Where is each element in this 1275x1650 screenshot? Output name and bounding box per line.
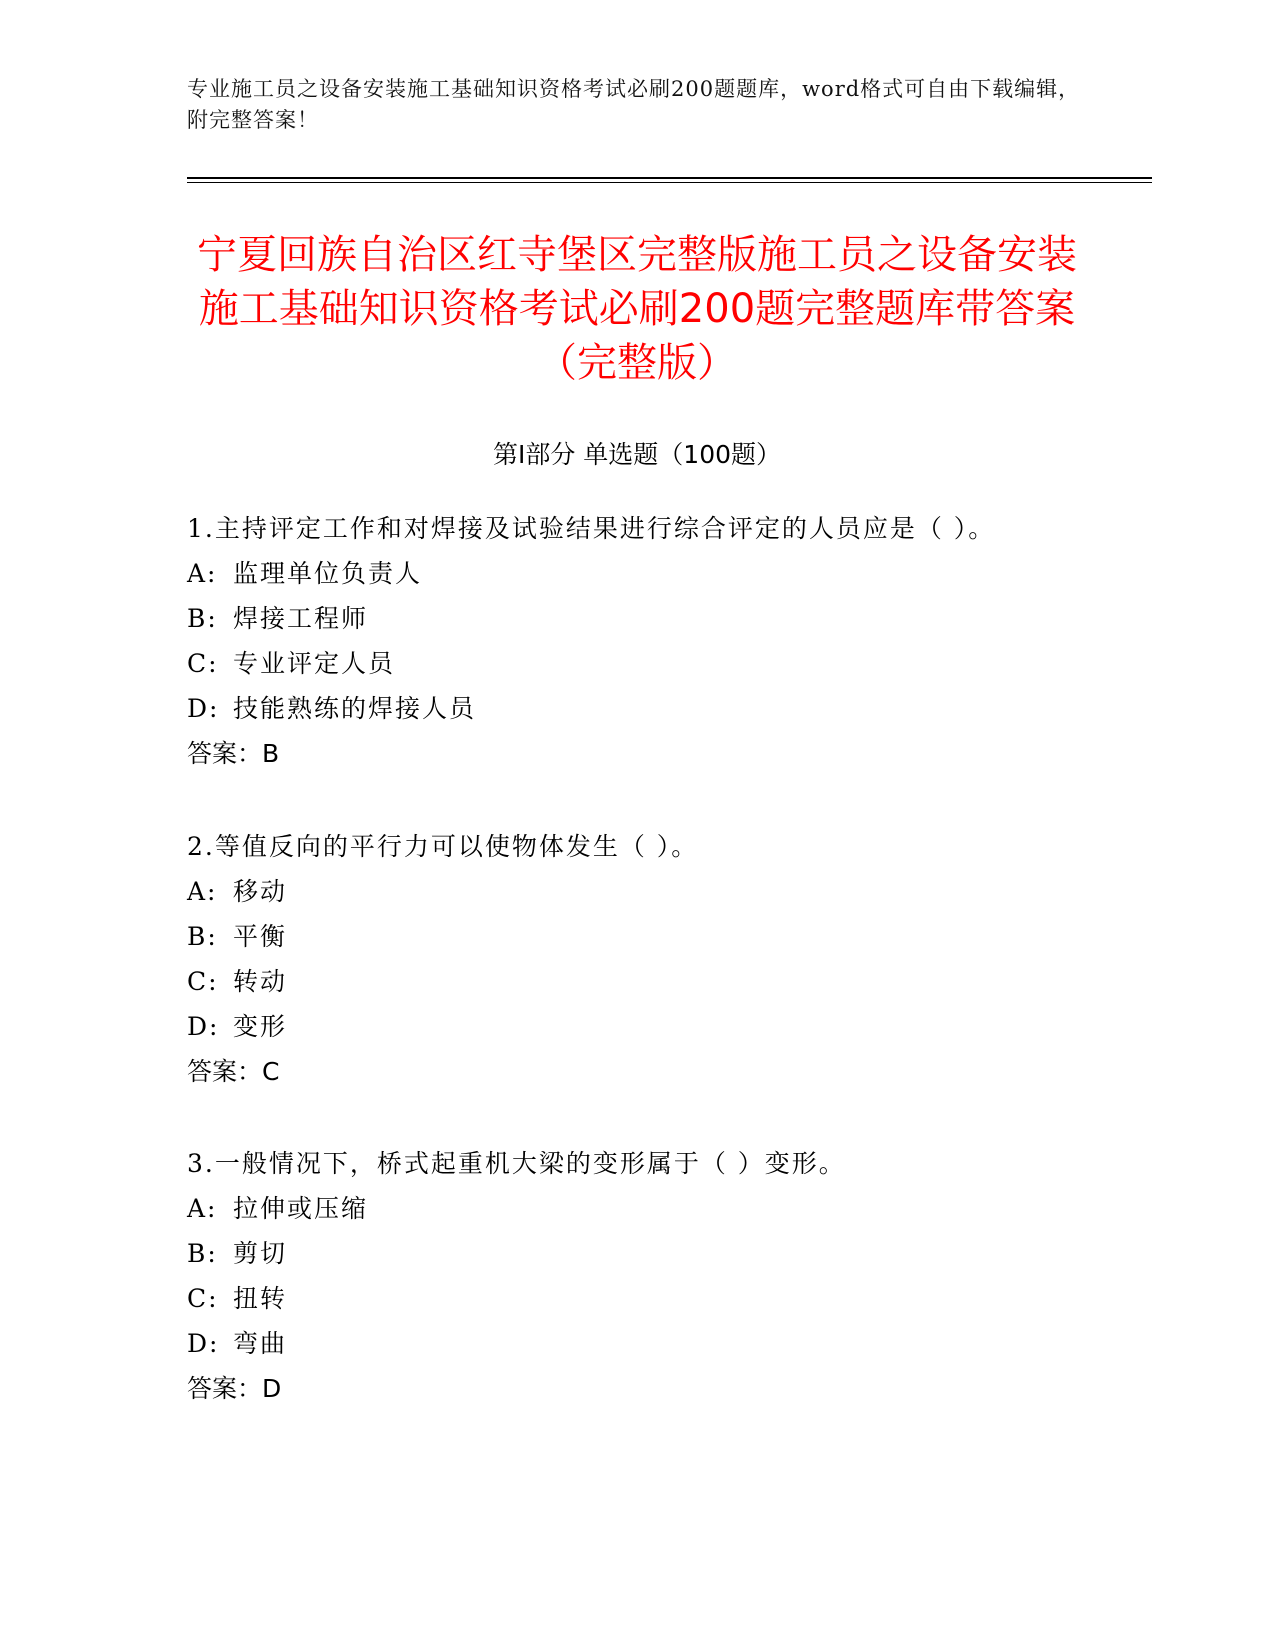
option-c <box>187 1276 1147 1321</box>
option-letter: B: <box>187 1239 218 1268</box>
option-c <box>187 641 1147 686</box>
option-text: 专业评定人员 <box>233 649 396 678</box>
option-letter: B: <box>187 604 218 633</box>
question-2 <box>187 824 1147 1094</box>
option-letter: C: <box>187 1284 219 1313</box>
answer-label: 答案：D <box>187 1374 282 1403</box>
header-rule-thick <box>187 177 1152 179</box>
question-1 <box>187 506 1147 776</box>
option-letter: C: <box>187 649 219 678</box>
option-letter: A: <box>187 1194 218 1223</box>
option-text: 监理单位负责人 <box>233 559 423 588</box>
answer-label: 答案：B <box>187 739 280 768</box>
option-d <box>187 1004 1147 1049</box>
option-b <box>187 914 1147 959</box>
option-a <box>187 1186 1147 1231</box>
option-c <box>187 959 1147 1004</box>
option-letter: D: <box>187 1012 220 1041</box>
option-text: 移动 <box>233 877 288 906</box>
option-d <box>187 686 1147 731</box>
option-letter: D: <box>187 1329 220 1358</box>
option-text: 弯曲 <box>233 1329 288 1358</box>
option-text: 拉伸或压缩 <box>233 1194 369 1223</box>
option-text: 变形 <box>233 1012 288 1041</box>
option-a <box>187 551 1147 596</box>
question-stem: 3.一般情况下，桥式起重机大梁的变形属于（ ）变形。 <box>187 1149 846 1178</box>
document-title: 宁夏回族自治区红寺堡区完整版施工员之设备安装施工基础知识资格考试必刷200题完整题库带答案（完整版） <box>197 232 1077 386</box>
option-letter: A: <box>187 877 218 906</box>
option-letter: A: <box>187 559 218 588</box>
option-letter: D: <box>187 694 220 723</box>
option-b <box>187 1231 1147 1276</box>
question-3 <box>187 1141 1147 1411</box>
option-letter: B: <box>187 922 218 951</box>
option-a <box>187 869 1147 914</box>
question-stem: 2.等值反向的平行力可以使物体发生（ ）。 <box>187 832 699 861</box>
question-stem: 1.主持评定工作和对焊接及试验结果进行综合评定的人员应是（ ）。 <box>187 514 996 543</box>
option-letter: C: <box>187 967 219 996</box>
section-title: 第Ⅰ部分 单选题（100题） <box>492 440 782 469</box>
option-text: 剪切 <box>233 1239 288 1268</box>
option-b <box>187 596 1147 641</box>
option-text: 扭转 <box>233 1284 288 1313</box>
option-d <box>187 1321 1147 1366</box>
answer-label: 答案：C <box>187 1057 280 1086</box>
option-text: 转动 <box>233 967 288 996</box>
option-text: 平衡 <box>233 922 288 951</box>
header-rule-thin <box>187 182 1152 183</box>
option-text: 焊接工程师 <box>233 604 369 633</box>
header-note: 专业施工员之设备安装施工基础知识资格考试必刷200题题库，word格式可自由下载编辑，附完整答案！ <box>187 77 1081 132</box>
option-text: 技能熟练的焊接人员 <box>233 694 477 723</box>
